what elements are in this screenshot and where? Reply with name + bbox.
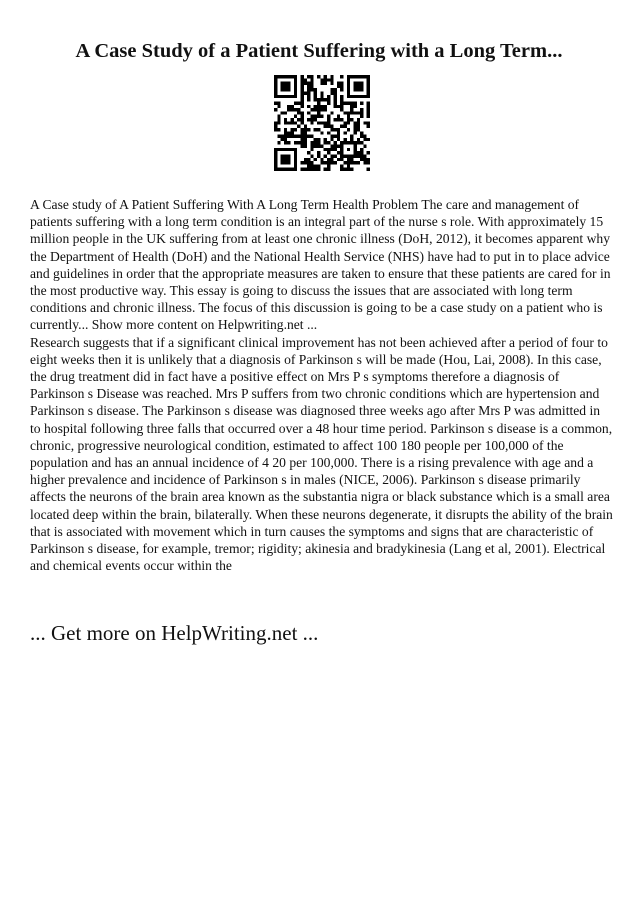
body-paragraph-research: Research suggests that if a significant clinical improvement has not been achieved after a period of four to eight weeks then it is unlikely that a diagnosis of Parkinson s will be made (Hou, Lai, 2008). In this case, the drug treatment did in fact have a positive effect on Mrs P s symptoms therefore a diagnosis of Parkinson s Disease was reached. Mrs P suffers from two chronic conditions which are hypertension and Parkinson s disease. The Parkinson s disease was diagnosed three weeks ago after Mrs P was admitted in to hospital following three falls that occurred over a 48 hour time period. Parkinson s disease is a common, chronic, progressive neurological condition, estimated to affect 100 180 people per 100,000 of the population and has an annual incidence of 4 20 per 100,000. There is a rising prevalence with age and a higher prevalence and incidence of Parkinson s in males (NICE, 2006). Parkinson s disease primarily affects the neurons of the brain area known as the substantia nigra or black substance which is a small area located deep within the brain, bilaterally. When these neurons degenerate, it disrupts the ability of the brain that is associated with movement which in turn causes the symptoms and signs that are characteristic of Parkinson s disease, for example, tremor; rigidity; akinesia and bradykinesia (Lang et al, 2001). Electrical and chemical events occur within the xyxy=(30,334,613,574)
get-more-link[interactable]: ... Get more on HelpWriting.net ... xyxy=(30,621,319,645)
body-paragraph-intro: A Case study of A Patient Suffering With A Long Term Health Problem The care and management of patients suffering with a long term condition is an integral part of the nurse s role. With approximately 15 million people in the UK suffering from at least one chronic illness (DoH, 2012), it becomes apparent why the Department of Health (DoH) and the National Health Service (NHS) have had to put in to place advice and guidelines in order that the appropriate measures are taken to ensure that these patients are cared for in the most productive way. This essay is going to discuss the issues that are associated with long term conditions and chronic illness. The focus of this discussion is going to be a case study on a patient who is currently... Show more content on Helpwriting.net ... xyxy=(30,197,611,333)
qr-code-icon xyxy=(274,75,370,171)
document-body xyxy=(30,196,614,574)
document-title: A Case Study of a Patient Suffering with a Long Term... xyxy=(75,40,563,62)
qr-code-graphic xyxy=(274,75,370,171)
